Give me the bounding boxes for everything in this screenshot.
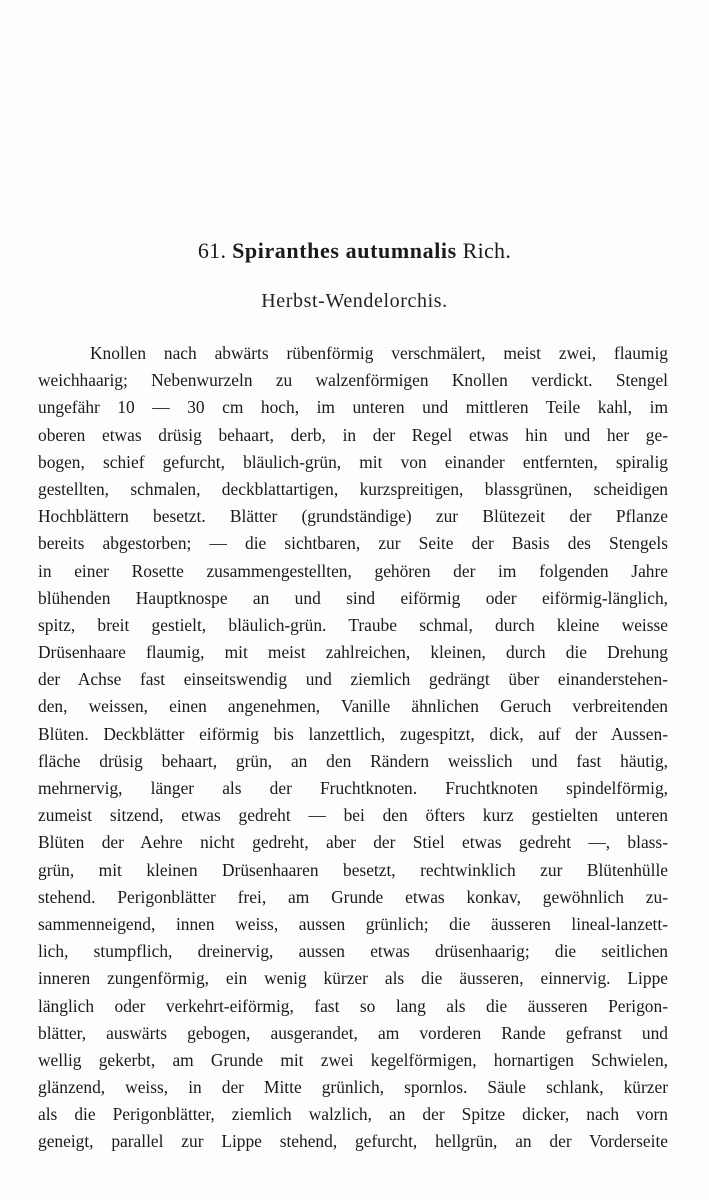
text-line: in einer Rosette zusammengestellten, gehören der im folgenden Jahre [38, 560, 668, 581]
text-line: sammenneigend, innen weiss, aussen grünlich; die äusseren lineal-lanzett- [38, 913, 668, 934]
text-line: mehrnervig, länger als der Fruchtknoten. Fruchtknoten spindelförmig, [38, 778, 668, 798]
text-line: wellig gekerbt, am Grunde mit zwei kegelförmigen, hornartigen Schwielen, [38, 1049, 668, 1070]
text-line: blätter, auswärts gebogen, ausgerandet, am vorderen Rande gefranst und [38, 1022, 668, 1043]
text-line: Hochblättern besetzt. Blätter (grundständige) zur Blütezeit der Pflanze [38, 506, 668, 527]
text-line: oberen etwas drüsig behaart, derb, in der Regel etwas hin und her ge- [38, 424, 668, 445]
species-heading [0, 238, 709, 264]
description-body [38, 340, 668, 1156]
text-line: Drüsenhaare flaumig, mit meist zahlreichen, kleinen, durch die Drehung [38, 642, 668, 663]
species-number: 61. [197, 238, 227, 263]
text-line: bereits abgestorben; — die sichtbaren, zur Seite der Basis des Stengels [38, 533, 668, 554]
text-line: der Achse fast einseitswendig und ziemlich gedrängt über einanderstehen- [38, 669, 668, 690]
text-line: den, weissen, einen angenehmen, Vanille ähnlichen Geruch verbreitenden [38, 696, 668, 717]
text-line: blühenden Hauptknospe an und sind eiförmig oder eiförmig-länglich, [38, 587, 668, 608]
text-line: bogen, schief gefurcht, bläulich-grün, mit von einander entfernten, spiralig [38, 451, 668, 472]
text-line: grün, mit kleinen Drüsenhaaren besetzt, rechtwinklich zur Blütenhülle [38, 859, 668, 880]
text-line: ungefähr 10 — 30 cm hoch, im unteren und mittleren Teile kahl, im [38, 397, 668, 418]
text-line: gestellten, schmalen, deckblattartigen, kurzspreitigen, blassgrünen, scheidigen [38, 478, 668, 499]
text-line: weichhaarig; Nebenwurzeln zu walzenförmigen Knollen verdickt. Stengel [38, 370, 668, 391]
text-line: fläche drüsig behaart, grün, an den Rändern weisslich und fast häutig, [38, 750, 668, 771]
text-line: glänzend, weiss, in der Mitte grünlich, spornlos. Säule schlank, kürzer [38, 1077, 668, 1098]
text-line: spitz, breit gestielt, bläulich-grün. Traube schmal, durch kleine weisse [38, 614, 668, 635]
text-line: Blüten der Aehre nicht gedreht, aber der Stiel etwas gedreht —, blass- [38, 832, 668, 853]
text-line: länglich oder verkehrt-eiförmig, fast so lang als die äusseren Perigon- [38, 995, 668, 1016]
text-line: zumeist sitzend, etwas gedreht — bei den öfters kurz gestielten unteren [38, 805, 668, 826]
text-line: Knollen nach abwärts rübenförmig verschmälert, meist zwei, flaumig [90, 343, 668, 363]
text-line: geneigt, parallel zur Lippe stehend, gefurcht, hellgrün, an der Vorderseite [38, 1131, 668, 1152]
common-name: Herbst-Wendelorchis. [261, 290, 448, 312]
text-line: lich, stumpflich, dreinervig, aussen etwas drüsenhaarig; die seitlichen [38, 941, 668, 962]
species-author: Rich. [462, 238, 512, 263]
species-name: Spiranthes autumnalis [232, 238, 457, 263]
text-line: als die Perigonblätter, ziemlich walzlich, an der Spitze dicker, nach vorn [38, 1104, 668, 1125]
text-line: Blüten. Deckblätter eiförmig bis lanzettlich, zugespitzt, dick, auf der Aussen- [38, 723, 668, 744]
text-line: stehend. Perigonblätter frei, am Grunde etwas konkav, gewöhnlich zu- [38, 886, 668, 907]
text-line: inneren zungenförmig, ein wenig kürzer als die äusseren, einnervig. Lippe [38, 968, 668, 989]
